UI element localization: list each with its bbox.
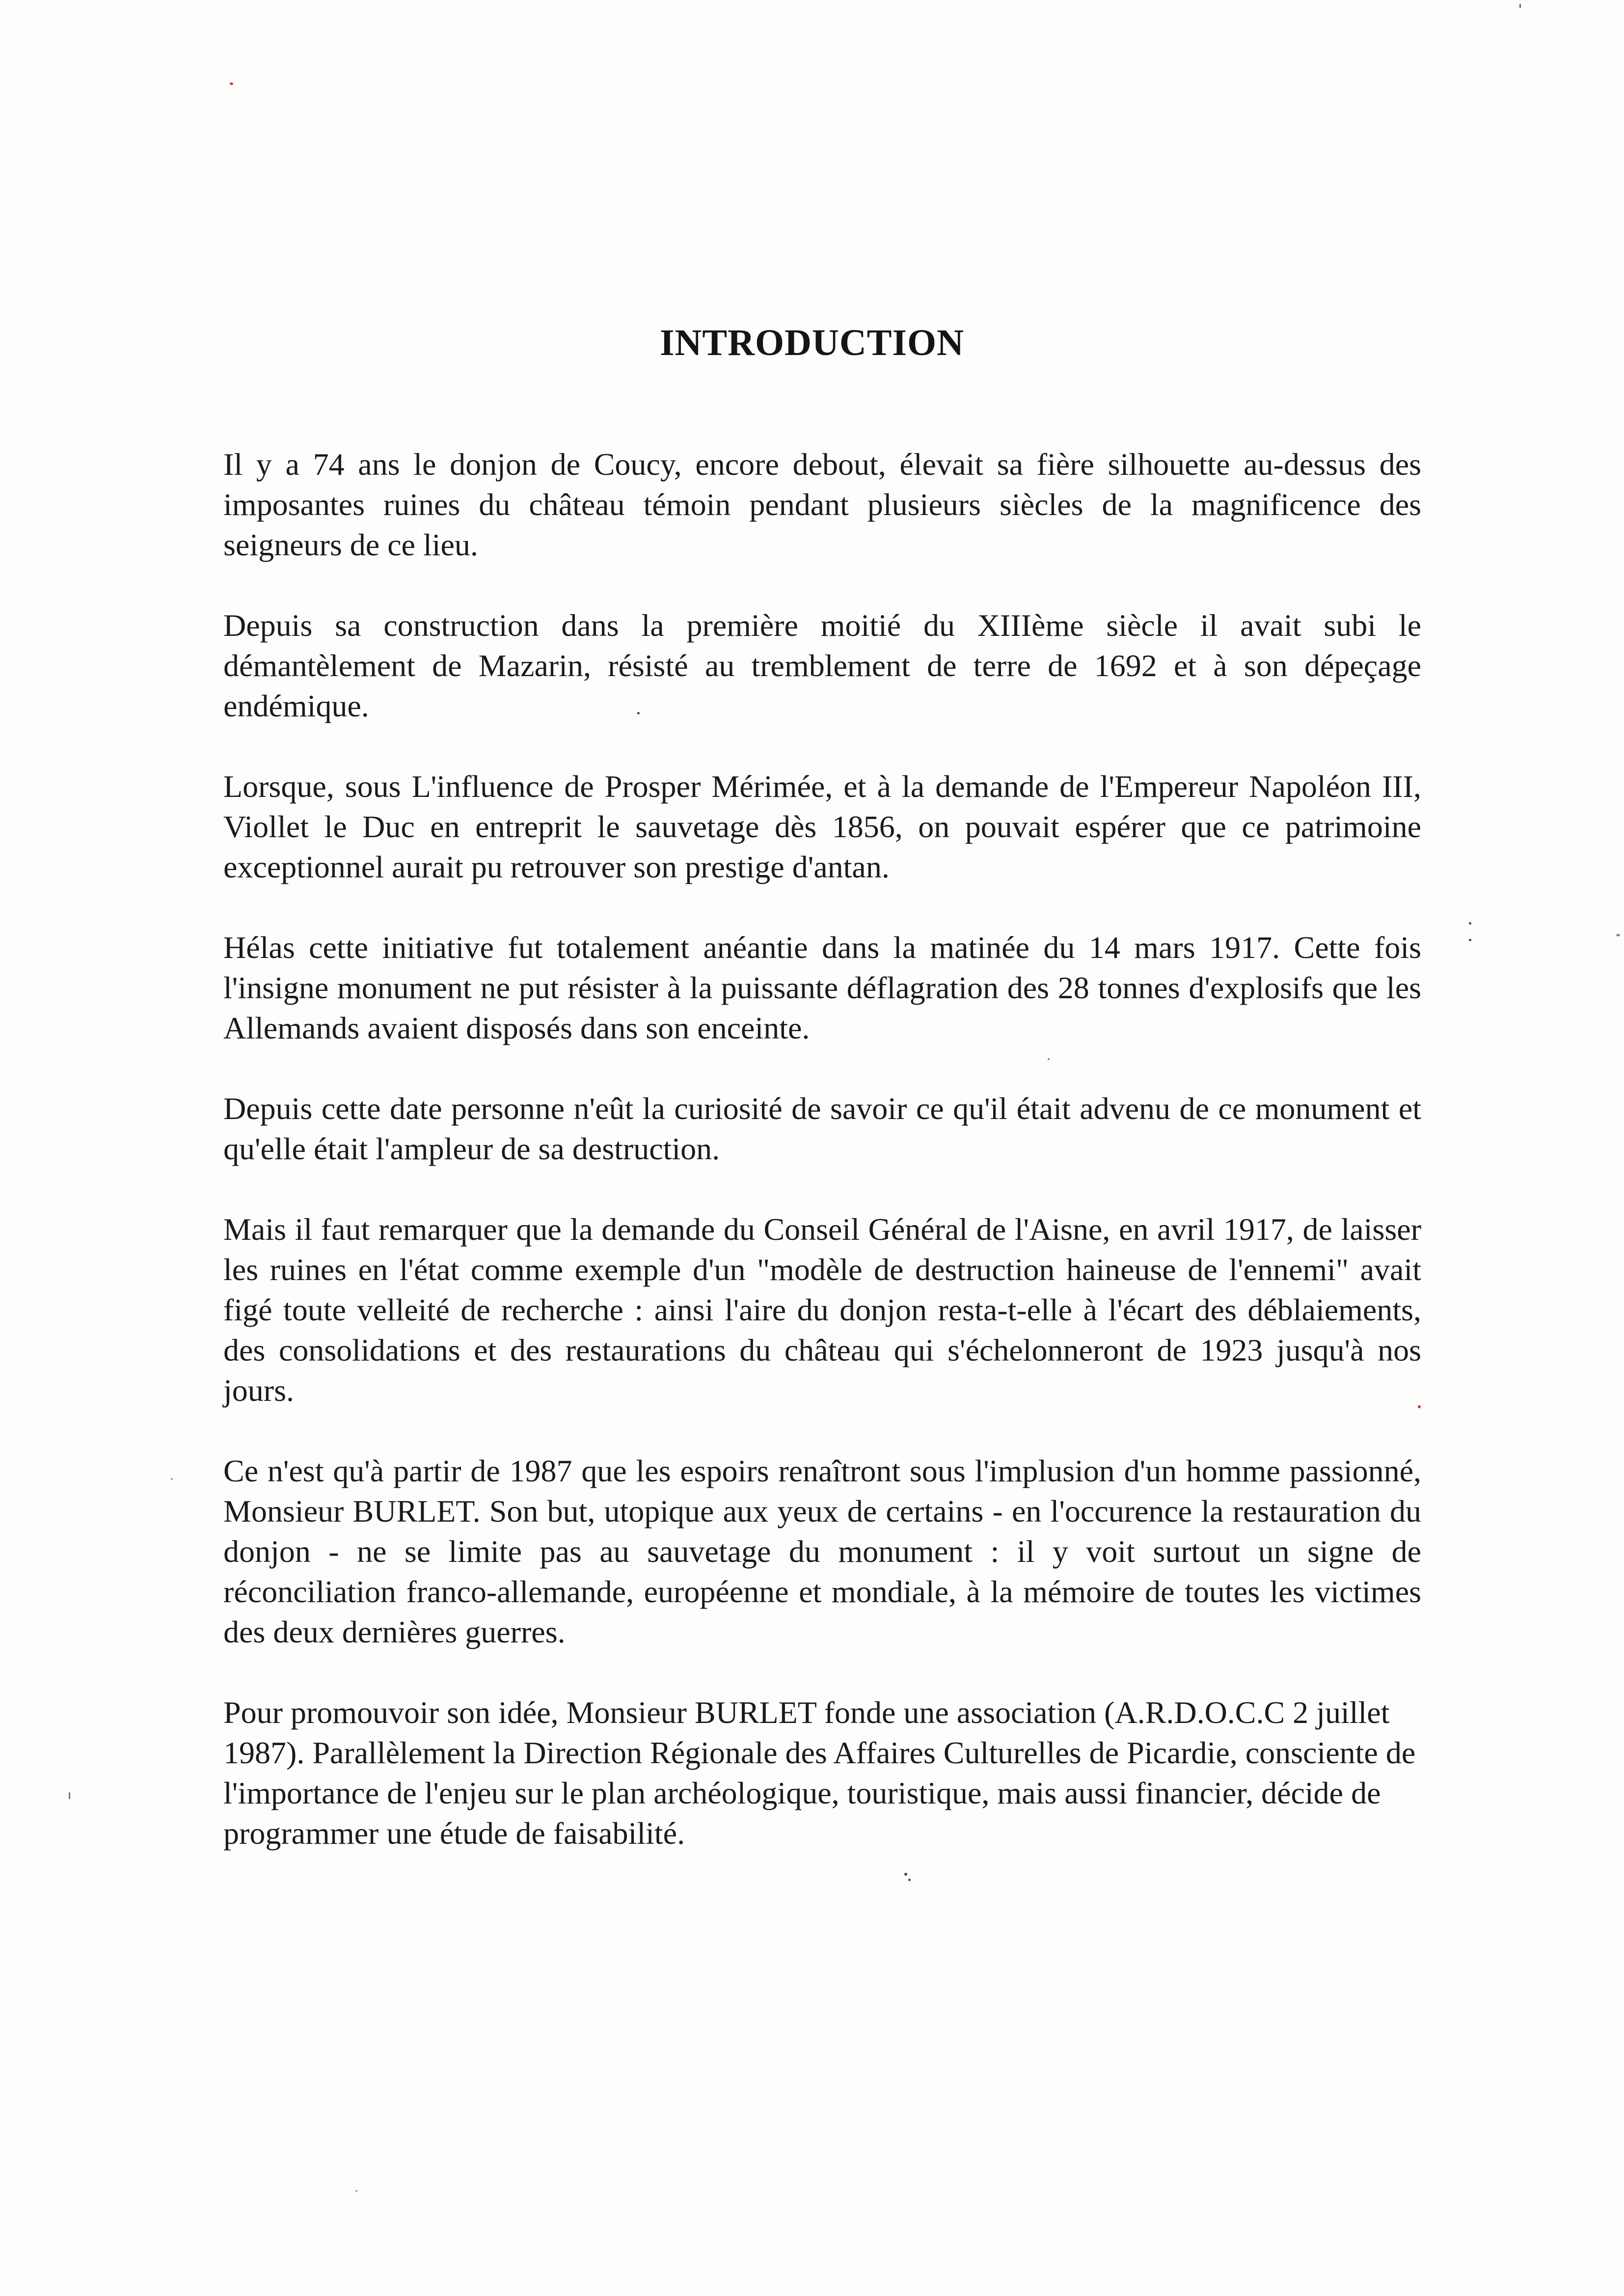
paragraph: Ce n'est qu'à partir de 1987 que les espoirs renaîtront sous l'implusion d'un homme passionné, Monsieur BURLET. Son but, utopique aux yeux de certains - en l'occurence la restauration du donjon - ne se limite pas au sauvetage du monument : il y voit surtout un signe de réconciliation franco-allemande, européenne et mondiale, à la mémoire de toutes les victimes des deux dernières guerres. [223,1453,1421,1649]
red-speck-mark [230,82,233,85]
scan-speck [1048,1058,1050,1060]
scan-speck [1469,939,1471,941]
scan-speck [1616,934,1620,936]
scan-speck [1519,4,1521,8]
scan-speck [904,1873,907,1876]
paragraph: Pour promouvoir son idée, Monsieur BURLET fonde une association (A.R.D.O.C.C 2 juillet 1987). Parallèlement la Direction Régionale des Affaires Culturelles de Picardie, consciente de l'importance de l'enjeu sur le plan archéologique, touristique, mais aussi financier, décide de programmer une étude de faisabilité. [223,1695,1416,1851]
scan-speck [1469,922,1471,925]
scan-speck [69,1792,70,1799]
paragraph: Il y a 74 ans le donjon de Coucy, encore debout, élevait sa fière silhouette au-dessus des imposantes ruines du château témoin pendant plusieurs siècles de la magnificence des seigneurs de ce lieu. [223,447,1421,562]
scan-speck [908,1879,911,1881]
paragraph: Depuis sa construction dans la première moitié du XIIIème siècle il avait subi le démantèlement de Mazarin, résisté au tremblement de terre de 1692 et à son dépeçage endémique. [223,608,1421,723]
paragraph: Lorsque, sous L'influence de Prosper Mérimée, et à la demande de l'Empereur Napoléon III, Viollet le Duc en entreprit le sauvetage dès 1856, on pouvait espérer que ce patrimoine exceptionnel aurait pu retrouver son prestige d'antan. [223,769,1421,884]
paragraph: Depuis cette date personne n'eût la curiosité de savoir ce qu'il était advenu de ce monument et qu'elle était l'ampleur de sa destruction. [223,1091,1421,1166]
page-title: INTRODUCTION [659,322,965,363]
paragraph: Hélas cette initiative fut totalement anéantie dans la matinée du 14 mars 1917. Cette fois l'insigne monument ne put résister à la puissante déflagration des 28 tonnes d'explosifs que les Allemands avaient disposés dans son enceinte. [223,930,1421,1045]
scan-speck [355,2190,357,2192]
scan-speck [1418,1405,1421,1408]
body-text [223,444,1421,1894]
paragraph: Mais il faut remarquer que la demande du Conseil Général de l'Aisne, en avril 1917, de laisser les ruines en l'état comme exemple d'un "modèle de destruction haineuse de l'ennemi" avait figé toute velleité de recherche : ainsi l'aire du donjon resta-t-elle à l'écart des déblaiements, des consolidations et des restaurations du château qui s'échelonneront de 1923 jusqu'à nos jours. [223,1212,1421,1408]
scan-speck [171,1478,173,1480]
scan-speck [637,712,640,714]
